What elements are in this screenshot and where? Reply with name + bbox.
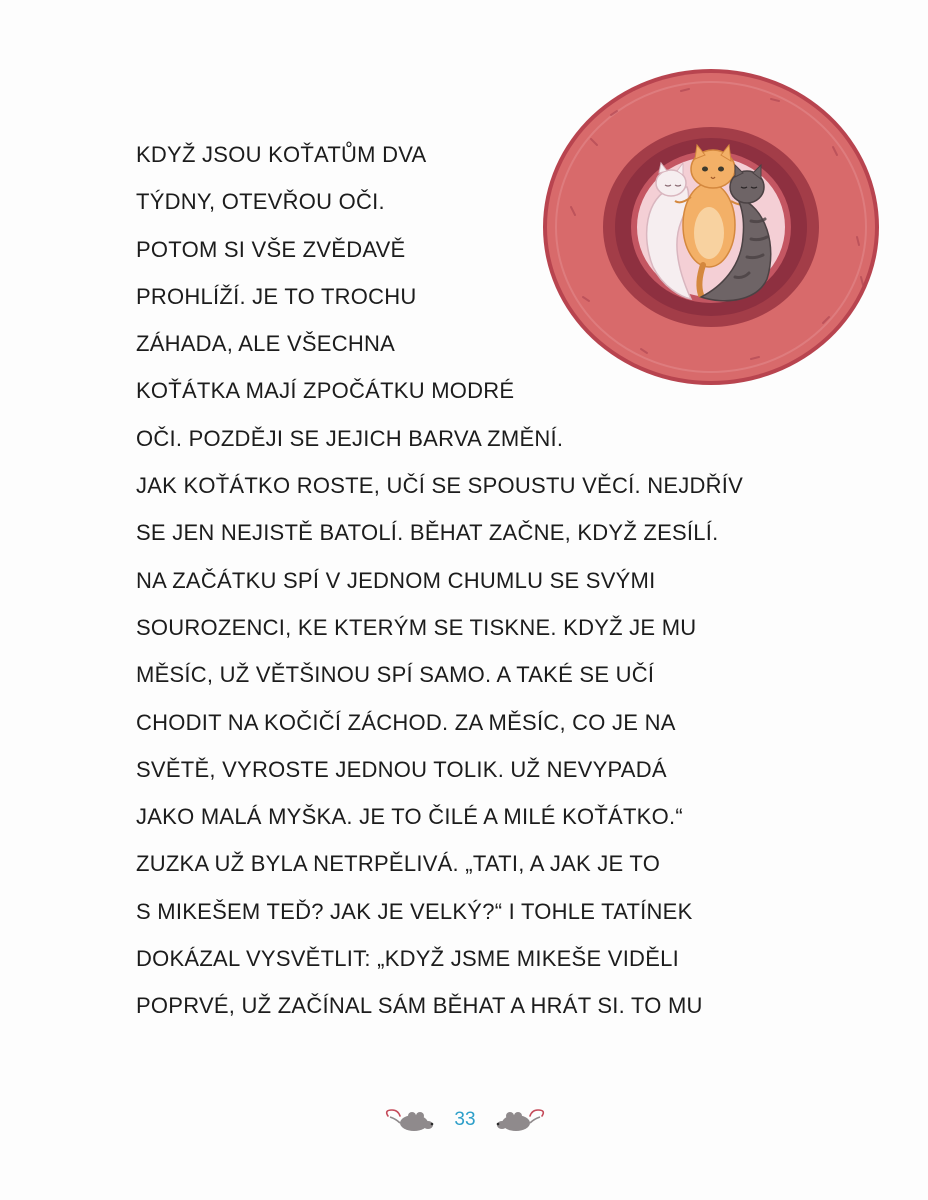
text-line: SOUROZENCI, KE KTERÝM SE TISKNE. KDYŽ JE MU [136, 614, 697, 640]
text-line: CHODIT NA KOČIČÍ ZÁCHOD. ZA MĚSÍC, CO JE NA [136, 709, 676, 735]
mouse-icon [492, 1106, 548, 1134]
text-line: MĚSÍC, UŽ VĚTŠINOU SPÍ SAMO. A TAKÉ SE UČÍ [136, 662, 655, 688]
text-line: POPRVÉ, UŽ ZAČÍNAL SÁM BĚHAT A HRÁT SI. TO MU [136, 993, 703, 1019]
kittens-in-bed-illustration [536, 64, 886, 392]
text-line: KDYŽ JSOU KOŤATŮM DVA [136, 142, 427, 167]
page-number: 33 [454, 1109, 476, 1130]
text-line: JAKO MALÁ MYŠKA. JE TO ČILÉ A MILÉ KOŤÁTKO.“ [136, 804, 683, 830]
text-line: KOŤÁTKA MAJÍ ZPOČÁTKU MODRÉ [136, 378, 515, 404]
text-line: SE JEN NEJISTĚ BATOLÍ. BĚHAT ZAČNE, KDYŽ ZESÍLÍ. [136, 520, 719, 546]
page-footer [380, 1098, 550, 1142]
text-line: PROHLÍŽÍ. JE TO TROCHU [136, 283, 417, 309]
text-line: DOKÁZAL VYSVĚTLIT: „KDYŽ JSME MIKEŠE VIDĚLI [136, 946, 679, 972]
text-line: ZUZKA UŽ BYLA NETRPĚLIVÁ. „TATI, A JAK JE TO [136, 851, 661, 877]
text-line: OČI. POZDĚJI SE JEJICH BARVA ZMĚNÍ. [136, 425, 564, 451]
text-line: POTOM SI VŠE ZVĚDAVĚ [136, 236, 406, 262]
text-line: SVĚTĚ, VYROSTE JEDNOU TOLIK. UŽ NEVYPADÁ [136, 756, 667, 782]
text-line: ZÁHADA, ALE VŠECHNA [136, 331, 396, 357]
text-line: TÝDNY, OTEVŘOU OČI. [136, 189, 385, 215]
text-line: NA ZAČÁTKU SPÍ V JEDNOM CHUMLU SE SVÝMI [136, 567, 656, 593]
text-line: JAK KOŤÁTKO ROSTE, UČÍ SE SPOUSTU VĚCÍ. NEJDŘÍV [136, 473, 744, 499]
text-line: S MIKEŠEM TEĎ? JAK JE VELKÝ?“ I TOHLE TATÍNEK [136, 898, 693, 924]
